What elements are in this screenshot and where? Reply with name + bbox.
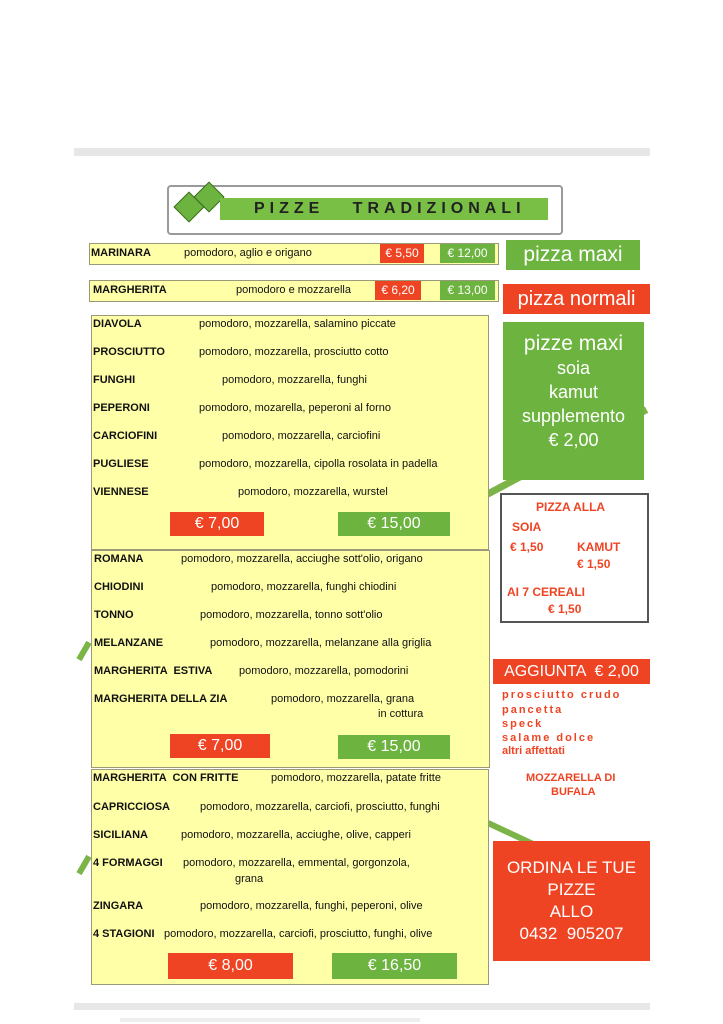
legend-normali: pizza normali xyxy=(503,284,650,314)
top-divider xyxy=(74,148,650,156)
item-name: TONNO xyxy=(94,609,134,621)
aggiunta-header: AGGIUNTA € 2,00 xyxy=(493,659,650,684)
order-line: ALLO xyxy=(549,902,594,921)
topping-item: speck xyxy=(502,718,544,730)
price-maxi: € 13,00 xyxy=(440,281,495,300)
item-desc: pomodoro, mozzarella, cipolla rosolata in padella xyxy=(199,458,438,470)
item-name: ROMANA xyxy=(94,553,144,565)
item-desc: pomodoro, mozzarella, carciofi, prosciutto, funghi, olive xyxy=(164,928,433,940)
price-normal: € 5,50 xyxy=(380,244,424,263)
green-stripe-decoration xyxy=(76,855,91,875)
maxi-soia: soia xyxy=(556,358,591,378)
item-desc: pomodoro, mozzarella, funghi chiodini xyxy=(211,581,397,593)
item-name: CARCIOFINI xyxy=(93,430,158,442)
item-name: MARINARA xyxy=(91,247,151,259)
maxi-supplemento: supplemento xyxy=(521,406,626,426)
green-stripe-decoration xyxy=(76,641,91,661)
bottom-divider xyxy=(74,1003,650,1010)
dough-cereali-price: € 1,50 xyxy=(548,602,582,616)
item-desc: pomodoro, mozzarella, acciughe, olive, capperi xyxy=(181,829,411,841)
maxi-supplement-box xyxy=(503,322,644,480)
item-desc-cont: grana xyxy=(235,873,264,885)
item-name: MARGHERITA DELLA ZIA xyxy=(94,693,228,705)
dough-soia: SOIA xyxy=(512,520,542,534)
order-phone: 0432 905207 xyxy=(519,924,624,943)
item-desc: pomodoro, mozzarella, carciofi, prosciutto, funghi xyxy=(200,801,440,813)
item-name: PEPERONI xyxy=(93,402,150,414)
order-line: PIZZE xyxy=(547,880,596,899)
maxi-kamut: kamut xyxy=(548,382,599,402)
item-name: PROSCIUTTO xyxy=(93,346,165,358)
item-desc: pomodoro, mozzarella, melanzane alla griglia xyxy=(210,637,432,649)
item-desc: pomodoro, mozzarella, funghi xyxy=(222,374,367,386)
item-name: MARGHERITA xyxy=(93,284,167,296)
item-desc: pomodoro, mozzarella, carciofini xyxy=(222,430,381,442)
price-normal: € 6,20 xyxy=(375,281,421,300)
dough-kamut: KAMUT xyxy=(577,540,621,554)
item-desc: pomodoro e mozzarella xyxy=(236,284,351,296)
topping-item: altri affettati xyxy=(502,745,565,757)
item-desc: pomodoro, mozzarella, pomodorini xyxy=(239,665,409,677)
dough-title: PIZZA ALLA xyxy=(536,500,606,514)
legend-maxi: pizza maxi xyxy=(506,240,640,270)
item-desc: pomodoro, aglio e origano xyxy=(184,247,312,259)
page-title: PIZZE TRADIZIONALI xyxy=(254,200,526,217)
bottom-divider-thin xyxy=(120,1018,420,1022)
item-name: CAPRICCIOSA xyxy=(93,801,171,813)
maxi-supplement-price: € 2,00 xyxy=(548,430,599,450)
maxi-title: pizze maxi xyxy=(523,332,624,355)
item-name: MELANZANE xyxy=(94,637,164,649)
item-name: PUGLIESE xyxy=(93,458,149,470)
price-normal: € 7,00 xyxy=(170,734,270,758)
item-desc-cont: in cottura xyxy=(378,708,424,720)
item-name: CHIODINI xyxy=(94,581,144,593)
price-maxi: € 16,50 xyxy=(332,953,457,979)
item-name: ZINGARA xyxy=(93,900,144,912)
dough-soia-price: € 1,50 xyxy=(510,540,544,554)
price-maxi: € 15,00 xyxy=(338,512,450,536)
price-maxi: € 15,00 xyxy=(338,735,450,759)
bufala-line2: BUFALA xyxy=(551,786,596,798)
item-desc: pomodoro, mozzarella, funghi, peperoni, olive xyxy=(200,900,423,912)
dough-kamut-price: € 1,50 xyxy=(577,557,611,571)
item-name: FUNGHI xyxy=(93,374,136,386)
item-desc: pomodoro, mozzarella, prosciutto cotto xyxy=(199,346,389,358)
topping-item: pancetta xyxy=(502,704,564,716)
item-desc: pomodoro, mozarella, peperoni al forno xyxy=(199,402,392,414)
item-desc: pomodoro, mozzarella, acciughe sott'olio, origano xyxy=(181,553,423,565)
price-maxi: € 12,00 xyxy=(440,244,495,263)
item-desc: pomodoro, mozzarella, wurstel xyxy=(238,486,388,498)
topping-item: prosciutto crudo xyxy=(502,689,622,701)
item-name: 4 STAGIONI xyxy=(93,928,155,940)
item-desc: pomodoro, mozzarella, patate fritte xyxy=(271,772,441,784)
price-normal: € 8,00 xyxy=(168,953,293,979)
topping-item: salame dolce xyxy=(502,732,596,744)
item-name: 4 FORMAGGI xyxy=(93,857,163,869)
dough-cereali: AI 7 CEREALI xyxy=(507,585,586,599)
item-desc: pomodoro, mozzarella, tonno sott'olio xyxy=(200,609,383,621)
item-name: MARGHERITA ESTIVA xyxy=(94,665,213,677)
price-normal: € 7,00 xyxy=(170,512,264,536)
item-name: DIAVOLA xyxy=(93,318,142,330)
bufala-line1: MOZZARELLA DI xyxy=(526,772,616,784)
item-name: VIENNESE xyxy=(93,486,149,498)
item-name: SICILIANA xyxy=(93,829,148,841)
item-desc: pomodoro, mozzarella, grana xyxy=(271,693,415,705)
item-desc: pomodoro, mozzarella, emmental, gorgonzola, xyxy=(183,857,410,869)
item-desc: pomodoro, mozzarella, salamino piccate xyxy=(199,318,396,330)
item-name: MARGHERITA CON FRITTE xyxy=(93,772,239,784)
order-line: ORDINA LE TUE xyxy=(506,858,637,877)
order-box xyxy=(493,841,650,961)
